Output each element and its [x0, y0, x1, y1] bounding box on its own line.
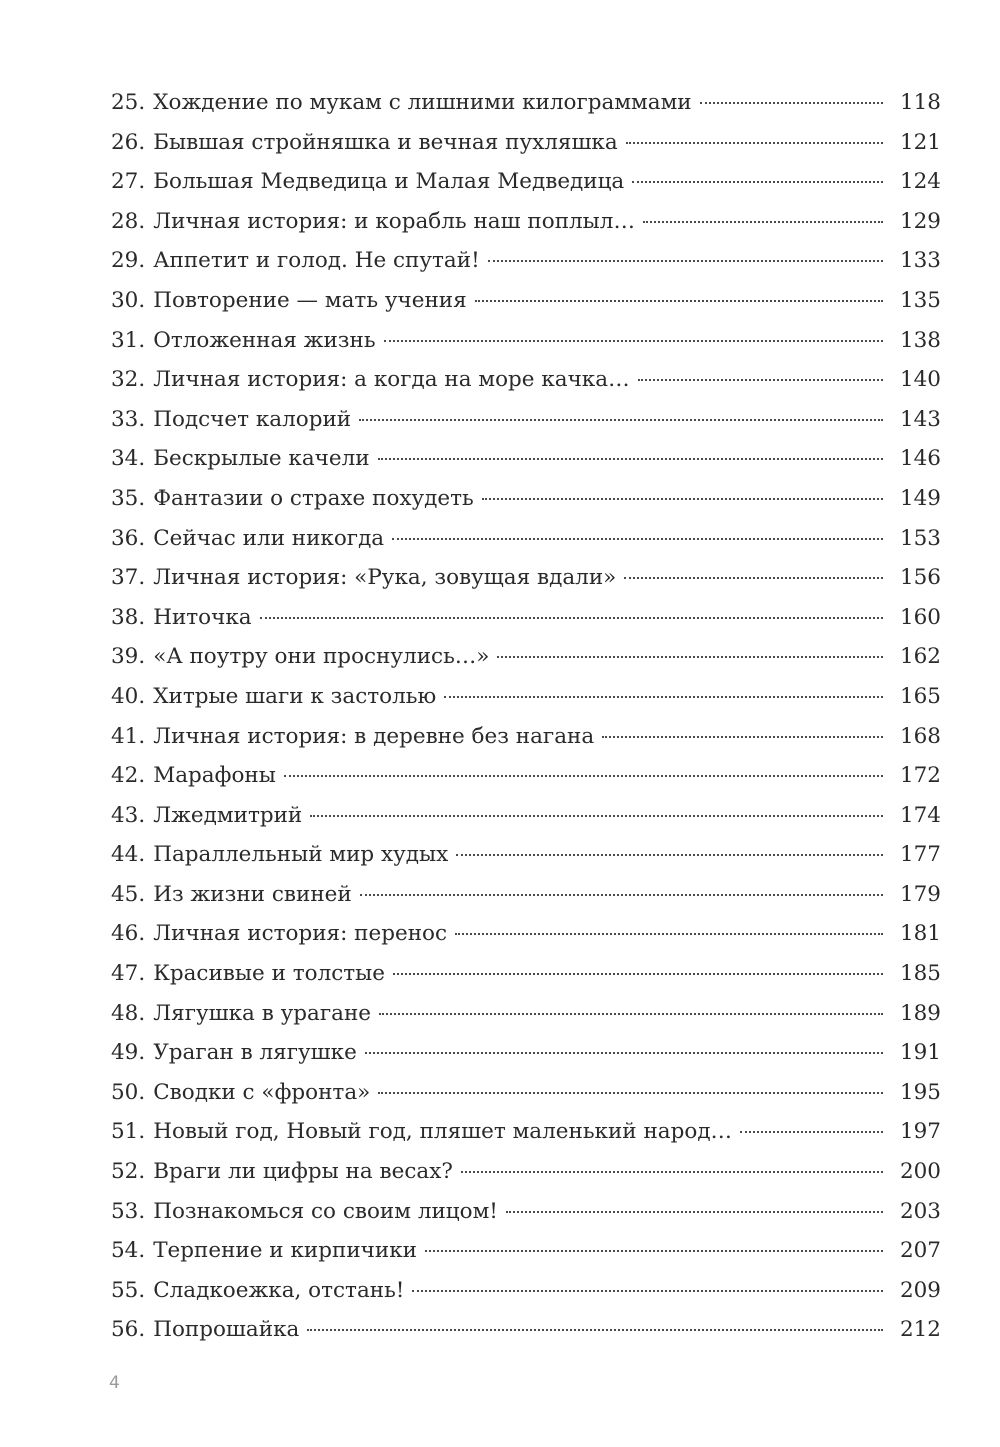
toc-entry-page[interactable]: 174 [899, 802, 941, 828]
toc-dot-leader [393, 973, 883, 975]
toc-entry-page[interactable]: 146 [899, 446, 941, 472]
toc-dot-leader [461, 1171, 883, 1173]
toc-entry-number: 35. [111, 485, 146, 511]
toc-entry-number: 47. [111, 961, 146, 987]
toc-dot-leader [624, 577, 883, 579]
toc-dot-leader [497, 656, 883, 658]
toc-entry-title[interactable]: Из жизни свиней [153, 881, 352, 907]
toc-dot-leader [602, 736, 883, 738]
toc-entry[interactable] [111, 1073, 941, 1113]
toc-entry-title[interactable]: Личная история: а когда на море качка… [153, 367, 630, 393]
toc-entry[interactable] [111, 1112, 941, 1152]
toc-entry[interactable] [111, 1033, 941, 1073]
toc-entry[interactable] [111, 756, 941, 796]
toc-entry-number: 34. [111, 446, 146, 472]
toc-entry-page[interactable]: 181 [899, 921, 941, 947]
toc-entry-page[interactable]: 189 [899, 1000, 941, 1026]
toc-entry-title[interactable]: Сладкоежка, отстань! [153, 1277, 405, 1303]
toc-entry[interactable] [111, 83, 941, 123]
toc-entry-number: 55. [111, 1277, 146, 1303]
toc-entry-title[interactable]: Подсчет калорий [153, 406, 352, 432]
toc-entry-title[interactable]: «А поутру они проснулись…» [153, 644, 490, 670]
toc-dot-leader [425, 1250, 883, 1252]
toc-entry-title[interactable]: Ураган в лягушке [153, 1040, 357, 1066]
toc-entry-number: 56. [111, 1317, 146, 1343]
toc-entry[interactable] [111, 677, 941, 717]
toc-entry-page[interactable]: 162 [899, 644, 941, 670]
toc-dot-leader [284, 775, 883, 777]
toc-dot-leader [643, 221, 883, 223]
table-of-contents [111, 83, 941, 1350]
toc-dot-leader [260, 617, 883, 619]
toc-dot-leader [488, 260, 883, 262]
toc-entry-number: 33. [111, 406, 146, 432]
toc-entry-number: 43. [111, 802, 146, 828]
toc-entry-number: 31. [111, 327, 146, 353]
toc-dot-leader [456, 854, 883, 856]
toc-entry-title[interactable]: Отложенная жизнь [153, 327, 376, 353]
toc-entry-title[interactable]: Бывшая стройняшка и вечная пухляшка [153, 129, 618, 155]
toc-dot-leader [632, 181, 883, 183]
toc-entry-page[interactable]: 156 [899, 565, 941, 591]
toc-entry-page[interactable]: 129 [899, 208, 941, 234]
toc-entry-number: 36. [111, 525, 146, 551]
toc-entry-title[interactable]: Фантазии о страхе похудеть [153, 485, 474, 511]
toc-entry-number: 46. [111, 921, 146, 947]
toc-entry[interactable] [111, 558, 941, 598]
toc-entry-number: 30. [111, 287, 146, 313]
toc-entry-page[interactable]: 195 [899, 1079, 941, 1105]
toc-entry-page[interactable]: 135 [899, 287, 941, 313]
toc-dot-leader [378, 458, 883, 460]
toc-entry-title[interactable]: Аппетит и голод. Не спутай! [153, 248, 480, 274]
toc-entry-page[interactable]: 179 [899, 881, 941, 907]
toc-entry-title[interactable]: Лягушка в урагане [153, 1000, 372, 1026]
toc-entry-page[interactable]: 172 [899, 763, 941, 789]
toc-entry-title[interactable]: Новый год, Новый год, пляшет маленький народ… [153, 1119, 733, 1145]
toc-dot-leader [359, 419, 883, 421]
toc-entry-title[interactable]: Лжедмитрий [153, 802, 303, 828]
toc-entry-page[interactable]: 197 [899, 1119, 941, 1145]
toc-dot-leader [392, 538, 883, 540]
toc-entry-page[interactable]: 140 [899, 367, 941, 393]
toc-entry-title[interactable]: Личная история: перенос [153, 921, 448, 947]
toc-entry-title[interactable]: Враги ли цифры на весах? [153, 1159, 453, 1185]
toc-entry-number: 49. [111, 1040, 146, 1066]
toc-entry[interactable] [111, 1271, 941, 1311]
toc-entry-page[interactable]: 191 [899, 1040, 941, 1066]
toc-entry-number: 48. [111, 1000, 146, 1026]
toc-entry[interactable] [111, 835, 941, 875]
toc-entry-title[interactable]: Личная история: в деревне без нагана [153, 723, 595, 749]
toc-entry[interactable] [111, 914, 941, 954]
toc-entry-page[interactable]: 133 [899, 248, 941, 274]
toc-entry-number: 38. [111, 604, 146, 630]
toc-entry[interactable] [111, 1310, 941, 1350]
toc-entry[interactable] [111, 519, 941, 559]
toc-entry-number: 51. [111, 1119, 146, 1145]
toc-entry-page[interactable]: 203 [899, 1198, 941, 1224]
toc-entry-page[interactable]: 118 [899, 90, 941, 115]
toc-entry-title[interactable]: Попрошайка [153, 1317, 300, 1343]
toc-entry-number: 41. [111, 723, 146, 749]
toc-entry-number: 28. [111, 208, 146, 234]
toc-entry-page[interactable]: 177 [899, 842, 941, 868]
toc-entry-number: 26. [111, 129, 146, 155]
toc-entry[interactable] [111, 202, 941, 242]
toc-entry-title[interactable]: Хитрые шаги к застолью [153, 683, 437, 709]
toc-entry-title[interactable]: Марафоны [153, 763, 276, 789]
toc-entry-page[interactable]: 143 [899, 406, 941, 432]
toc-dot-leader [310, 815, 883, 817]
toc-entry-number: 52. [111, 1159, 146, 1185]
toc-entry-title[interactable]: Большая Медведица и Малая Медведица [153, 169, 625, 195]
toc-entry[interactable] [111, 637, 941, 677]
toc-entry-page[interactable]: 209 [899, 1277, 941, 1303]
toc-dot-leader [638, 379, 883, 381]
toc-dot-leader [384, 340, 883, 342]
toc-entry[interactable] [111, 400, 941, 440]
toc-dot-leader [444, 696, 883, 698]
toc-entry[interactable] [111, 994, 941, 1034]
toc-entry-title[interactable]: Личная история: «Рука, зовущая вдали» [153, 565, 617, 591]
toc-entry-page[interactable]: 121 [899, 129, 941, 155]
toc-entry-number: 44. [111, 842, 146, 868]
toc-entry-number: 40. [111, 683, 146, 709]
toc-dot-leader [379, 1013, 883, 1015]
toc-entry-number: 50. [111, 1079, 146, 1105]
toc-entry-title[interactable]: Сводки с «фронта» [153, 1079, 371, 1105]
toc-entry-page[interactable]: 149 [899, 485, 941, 511]
toc-dot-leader [482, 498, 883, 500]
toc-entry-number: 32. [111, 367, 146, 393]
toc-dot-leader [455, 933, 883, 935]
toc-entry-number: 42. [111, 763, 146, 789]
toc-entry-page[interactable]: 153 [899, 525, 941, 551]
toc-entry-page[interactable]: 160 [899, 604, 941, 630]
toc-entry[interactable] [111, 360, 941, 400]
toc-entry-page[interactable]: 168 [899, 723, 941, 749]
toc-entry[interactable] [111, 598, 941, 638]
toc-entry-title[interactable]: Параллельный мир худых [153, 842, 449, 868]
toc-entry-number: 53. [111, 1198, 146, 1224]
toc-entry-title[interactable]: Познакомься со своим лицом! [153, 1198, 498, 1224]
toc-entry[interactable] [111, 479, 941, 519]
toc-dot-leader [626, 142, 883, 144]
toc-entry-number: 37. [111, 565, 146, 591]
toc-dot-leader [412, 1290, 883, 1292]
toc-entry[interactable] [111, 1152, 941, 1192]
toc-entry[interactable] [111, 717, 941, 757]
toc-dot-leader [365, 1052, 883, 1054]
toc-dot-leader [475, 300, 883, 302]
toc-entry-title[interactable]: Хождение по мукам с лишними килограммами [153, 90, 692, 115]
toc-dot-leader [700, 102, 883, 104]
toc-entry-title[interactable]: Повторение — мать учения [153, 287, 467, 313]
toc-dot-leader [740, 1131, 883, 1133]
toc-entry[interactable] [111, 241, 941, 281]
toc-entry-title[interactable]: Ниточка [153, 604, 252, 630]
toc-entry-number: 27. [111, 169, 146, 195]
toc-entry[interactable] [111, 954, 941, 994]
toc-entry[interactable] [111, 1231, 941, 1271]
toc-entry-number: 45. [111, 881, 146, 907]
toc-entry-title[interactable]: Сейчас или никогда [153, 525, 385, 551]
toc-dot-leader [378, 1092, 883, 1094]
toc-entry-title[interactable]: Бескрылые качели [153, 446, 370, 472]
toc-entry[interactable] [111, 875, 941, 915]
toc-entry-page[interactable]: 207 [899, 1238, 941, 1264]
toc-entry-number: 29. [111, 248, 146, 274]
page-number: 4 [109, 1373, 120, 1393]
toc-dot-leader [307, 1329, 883, 1331]
toc-entry[interactable] [111, 123, 941, 163]
toc-entry-title[interactable]: Терпение и кирпичики [153, 1238, 417, 1264]
toc-entry[interactable] [111, 281, 941, 321]
toc-entry-number: 39. [111, 644, 146, 670]
toc-entry[interactable] [111, 796, 941, 836]
toc-entry-page[interactable]: 124 [899, 169, 941, 195]
toc-entry-page[interactable]: 138 [899, 327, 941, 353]
toc-entry[interactable] [111, 162, 941, 202]
toc-entry-number: 54. [111, 1238, 146, 1264]
toc-entry-page[interactable]: 165 [899, 683, 941, 709]
toc-entry-page[interactable]: 185 [899, 961, 941, 987]
toc-entry-title[interactable]: Красивые и толстые [153, 961, 385, 987]
toc-entry-page[interactable]: 200 [899, 1159, 941, 1185]
toc-dot-leader [506, 1211, 883, 1213]
toc-entry[interactable] [111, 321, 941, 361]
toc-entry-number: 25. [111, 90, 146, 115]
toc-dot-leader [360, 894, 883, 896]
toc-entry[interactable] [111, 439, 941, 479]
toc-entry-page[interactable]: 212 [899, 1317, 941, 1343]
toc-entry[interactable] [111, 1192, 941, 1232]
toc-entry-title[interactable]: Личная история: и корабль наш поплыл… [153, 208, 635, 234]
